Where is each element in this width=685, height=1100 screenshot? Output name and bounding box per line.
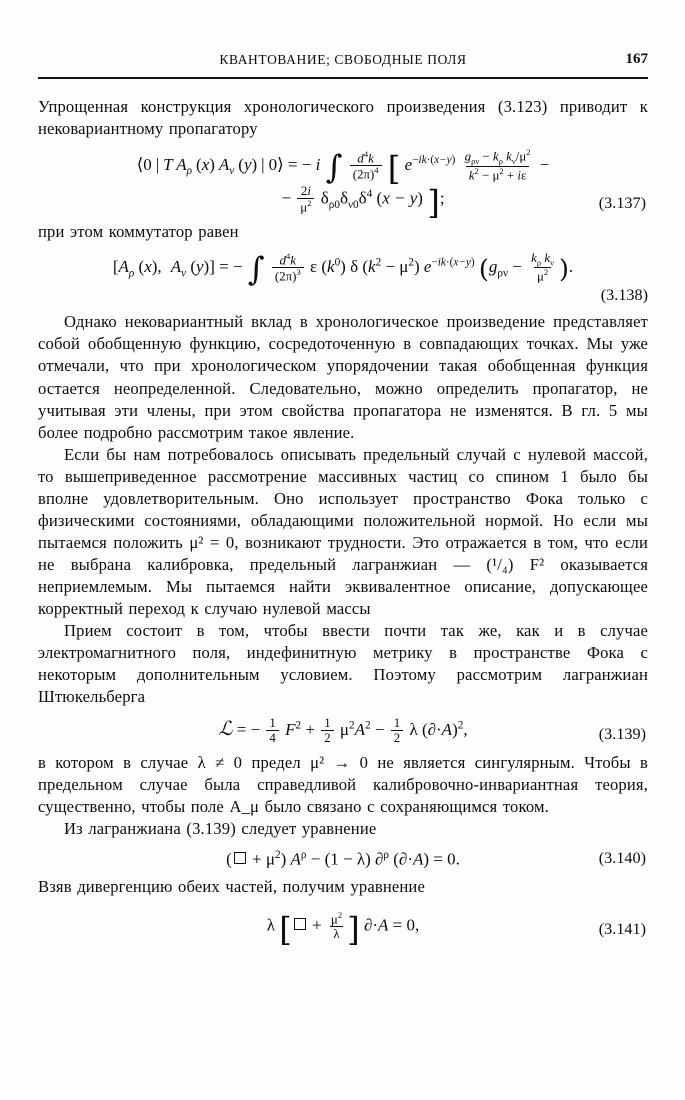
paragraph-3: Однако нековариантный вклад в хронологическое произведение представляет собой обобщенную функцию, сосредоточенную в совпадающих точках. Мы уже отмечали, что при хронологическом упорядочении такая обобщенная функция остается неопределенной. Следовательно, можно определить пропагатор, не учитывая эти члены, при этом свойства пропагатора не изменятся. В гл. 5 мы более подробно рассмотрим такое явление. xyxy=(38,312,648,442)
paragraph-2: при этом коммутатор равен xyxy=(38,221,239,241)
equation-3-140 xyxy=(38,849,648,870)
paragraph-1: Упрощенная конструкция хронологического произведения (3.123) приводит к нековариантному пропагатору xyxy=(38,97,648,139)
equation-3-138-expression: [$A_\rho$ (x), $A_\nu$ (y)] = − ∫ $\frac{d^4k}{(2\pi)^3}$ ε $(k^0)$ δ $(k^2 - \mu^2)$ $e^{-ik\cdot(x-y)}$ ($g_{\rho\nu}$ − $\frac{k_\rho k_\nu}{\mu^2}$ ). xyxy=(112,249,574,289)
paragraph-8: Взяв дивергенцию обеих частей, получим уравнение xyxy=(38,876,425,896)
equation-3-137-number: (3.137) xyxy=(598,193,646,212)
equation-3-137-expression-line2: − $\frac{2i}{\mu^2}$ $\delta_{\rho 0}\delta_{\nu 0}\delta^4$ (x − y) ]; xyxy=(281,183,445,222)
paragraph-4: Если бы нам потребовалось описывать предельный случай с нулевой массой, то вышеприведенное рассмотрение массивных частиц со спином 1 было бы вполне удовлетворительным. Оно использует пространство Фока только с физическими состояниями, обладающими положительной нормой. Но если мы пытаемся положить μ² = 0, возникают трудности. Это отражается в том, что если не выбрана калибровка, предельный лагранжиан — (¹/₄) F² оказывается неприемлемым. Мы пытаемся найти эквивалентное описание, допускающее корректный переход к случаю нулевой массы xyxy=(38,444,648,619)
paragraph-6: в котором в случае λ ≠ 0 предел μ² → 0 не является сингулярным. Чтобы в предельном случае была справедливой калибровочно-инвариантная теория, существенно, чтобы поле A_μ было связано с сохраняющимся током. xyxy=(38,752,648,816)
equation-3-137-expression: ⟨0 | T $A_\rho$ (x) $A_\nu$ (y) | 0⟩ = − i ∫ $\frac{d^4k}{(2\pi)^4}$ [ $e^{-ik\cdot(x-y)}$ $\frac{g_{\rho\nu} - k_\rho k_\nu/\mu^2}{k^2 - \mu^2 + i\varepsilon}$ − xyxy=(136,147,550,188)
page-header xyxy=(38,52,648,72)
running-title: КВАНТОВАНИЕ; СВОБОДНЫЕ ПОЛЯ xyxy=(219,52,467,67)
equation-3-140-number: (3.140) xyxy=(598,848,646,867)
equation-3-137 xyxy=(38,147,648,222)
paragraph-5: Прием состоит в том, чтобы ввести почти так же, как и в случае электромагнитного поля, индефинитную метрику в пространстве Фока с некоторым дополнительным условием. Поэтому рассмотрим лагранжиан Штюкельберга xyxy=(38,621,648,707)
equation-3-140-expression: ( + $\mu^2$) $A^\rho - (1 - \lambda)$ ∂$^\rho$ (∂·A) = 0. xyxy=(226,849,460,869)
page-content xyxy=(38,52,648,947)
equation-3-139-expression: ℒ = − $\frac{1}{4}$ $F^2$ + $\frac{1}{2}$ $\mu^2A^2$ − $\frac{1}{2}$ λ $(\partial\cdot A)^2$, xyxy=(218,715,468,746)
equation-3-141 xyxy=(38,909,648,949)
equation-3-141-number: (3.141) xyxy=(598,920,646,939)
equation-3-138-number: (3.138) xyxy=(600,286,648,305)
equation-3-138 xyxy=(38,249,648,306)
equation-3-139-number: (3.139) xyxy=(598,724,646,743)
paragraph-7: Из лагранжиана (3.139) следует уравнение xyxy=(64,819,377,839)
header-rule xyxy=(38,77,648,79)
page-number: 167 xyxy=(625,51,648,67)
equation-3-141-expression: λ [ + $\frac{\mu^2}{\lambda}$ ] ∂·A = 0, xyxy=(266,909,420,949)
equation-3-139 xyxy=(38,717,648,745)
